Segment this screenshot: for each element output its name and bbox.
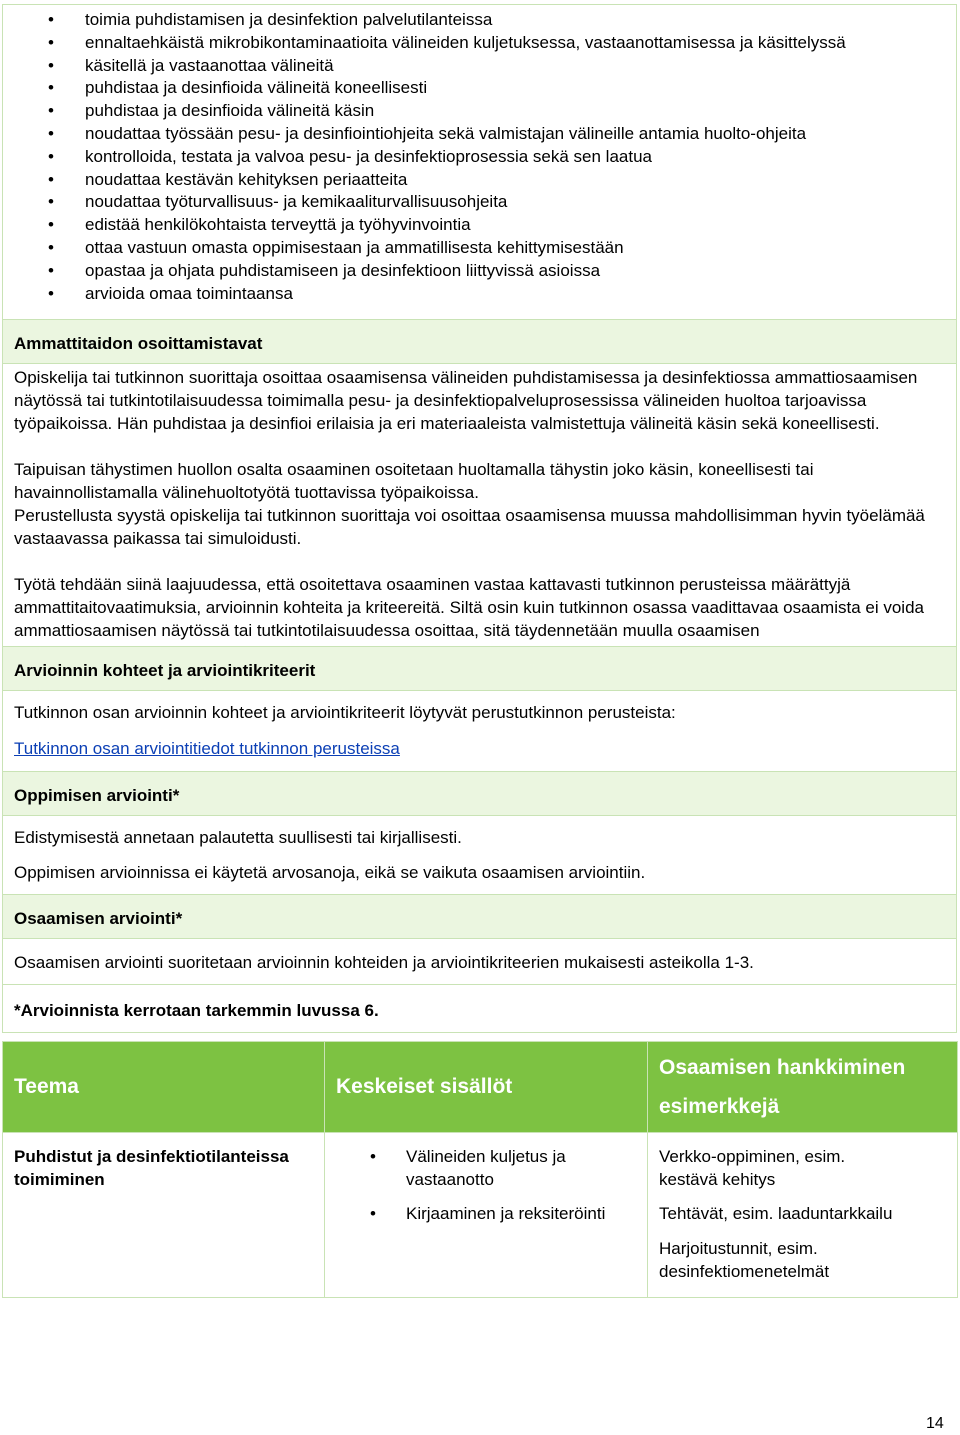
list-item: • ottaa vastuun omasta oppimisestaan ja ammatillisesta kehittymisestään bbox=[48, 237, 624, 257]
list-item: • ennaltaehkäistä mikrobikontaminaatioita välineiden kuljetuksessa, vastaanottamisessa ja käsittelyssä bbox=[48, 32, 846, 52]
learning-section bbox=[2, 816, 957, 895]
footnote: *Arvioinnista kerrotaan tarkemmin luvussa 6. bbox=[2, 985, 957, 1033]
list-item: • toimia puhdistamisen ja desinfektion palvelutilanteissa bbox=[48, 10, 493, 29]
column-header: Teema bbox=[3, 1042, 325, 1133]
table-row bbox=[3, 1133, 958, 1298]
competence-eval-text: Osaamisen arviointi suoritetaan arvioinnin kohteiden ja arviointikriteerien mukaisesti asteikolla 1-3. bbox=[14, 953, 754, 973]
example-item: Tehtävät, esim. laaduntarkkailu bbox=[659, 1204, 893, 1224]
competence-eval-heading: Osaamisen arviointi* bbox=[2, 895, 957, 939]
list-item: • arvioida omaa toimintaansa bbox=[48, 283, 293, 303]
list-item: • puhdistaa ja desinfioida välineitä koneellisesti bbox=[48, 78, 428, 98]
demonstration-heading: Ammattitaidon osoittamistavat bbox=[2, 320, 957, 364]
column-header: Osaamisen hankkiminen esimerkkejä bbox=[648, 1042, 958, 1133]
demonstration-paragraph: Perustellusta syystä opiskelija tai tutkinnon suorittaja voi osoittaa osaamisensa muussa mahdollisimman hyvin työelämää vastaavassa paikassa tai simuloidusti. bbox=[14, 506, 925, 549]
list-item: • noudattaa työturvallisuus- ja kemikaaliturvallisuusohjeita bbox=[48, 192, 508, 212]
page-number: 14 bbox=[926, 1415, 944, 1432]
list-item: • noudattaa työssään pesu- ja desinfiointiohjeita sekä valmistajan välineille antamia huolto-ohjeita bbox=[48, 123, 807, 143]
list-item: • puhdistaa ja desinfioida välineitä käsin bbox=[48, 101, 375, 121]
theme-table bbox=[2, 1041, 958, 1298]
criteria-heading: Arvioinnin kohteet ja arviointikriteerit bbox=[2, 647, 957, 691]
list-item: • opastaa ja ohjata puhdistamiseen ja desinfektioon liittyvissä asioissa bbox=[48, 260, 601, 280]
demonstration-paragraph: Opiskelija tai tutkinnon suorittaja osoittaa osaamisensa välineiden puhdistamisessa ja desinfektiossa ammattiosaamisen näytössä tai tutkintotilaisuudessa toimimalla pesu- ja desinfektiopalveluprosessissa välineiden huoltoa tarjoavissa työpaikoissa. Hän puhdistaa ja desinfioi erilaisia ja eri materiaaleista valmistettuja välineitä käsin sekä koneellisesti. bbox=[14, 368, 918, 434]
list-item: • Välineiden kuljetus ja vastaanotto bbox=[370, 1147, 566, 1190]
list-item: • Kirjaaminen ja reksiteröinti bbox=[370, 1204, 606, 1224]
learning-text: Edistymisestä annetaan palautetta suullisesti tai kirjallisesti. bbox=[14, 828, 462, 848]
learning-heading: Oppimisen arviointi* bbox=[2, 772, 957, 816]
contents-cell bbox=[325, 1133, 648, 1298]
competence-list-cell bbox=[2, 4, 957, 320]
document-page bbox=[2, 4, 957, 1298]
demonstration-paragraph: Työtä tehdään siinä laajuudessa, että osoitettava osaaminen vastaa kattavasti tutkinnon perusteissa määrättyjä ammattitaitovaatimuksia, arvioinnin kohteita ja kriteereitä. Siltä osin kuin tutkinnon osassa vaadittavaa osaamista ei voida ammattiosaamisen näytössä tai tutkintotilaisuudessa osoittaa, sitä täydennetään muulla osaamisen bbox=[14, 575, 924, 641]
examples-cell bbox=[648, 1133, 958, 1298]
theme-cell: Puhdistut ja desinfektiotilanteissa toimiminen bbox=[3, 1133, 325, 1298]
table-header-row bbox=[3, 1042, 958, 1133]
criteria-section bbox=[2, 691, 957, 772]
list-item: • käsitellä ja vastaanottaa välineitä bbox=[48, 55, 334, 75]
example-item: Harjoitustunnit, esim. desinfektiomenetelmät bbox=[659, 1239, 830, 1282]
list-item: • edistää henkilökohtaista terveyttä ja työhyvinvointia bbox=[48, 215, 471, 235]
competence-list bbox=[3, 5, 956, 319]
learning-text: Oppimisen arvioinnissa ei käytetä arvosanoja, eikä se vaikuta osaamisen arviointiin. bbox=[14, 863, 646, 883]
demonstration-section bbox=[2, 364, 957, 647]
column-header: Keskeiset sisällöt bbox=[325, 1042, 648, 1133]
list-item: • noudattaa kestävän kehityksen periaatteita bbox=[48, 169, 408, 189]
demonstration-paragraph: Taipuisan tähystimen huollon osalta osaaminen osoitetaan huoltamalla tähystin joko käsin, koneellisesti tai havainnollistamalla välinehuoltotyötä tuottavissa työpaikoissa. bbox=[14, 460, 814, 503]
criteria-text: Tutkinnon osan arvioinnin kohteet ja arviointikriteerit löytyvät perustutkinnon perusteista: bbox=[14, 703, 676, 723]
criteria-link[interactable]: Tutkinnon osan arviointitiedot tutkinnon perusteissa bbox=[14, 739, 400, 759]
list-item: • kontrolloida, testata ja valvoa pesu- ja desinfektioprosessia sekä sen laatua bbox=[48, 146, 653, 166]
example-item: Verkko-oppiminen, esim. kestävä kehitys bbox=[659, 1147, 846, 1190]
competence-eval-section bbox=[2, 939, 957, 985]
